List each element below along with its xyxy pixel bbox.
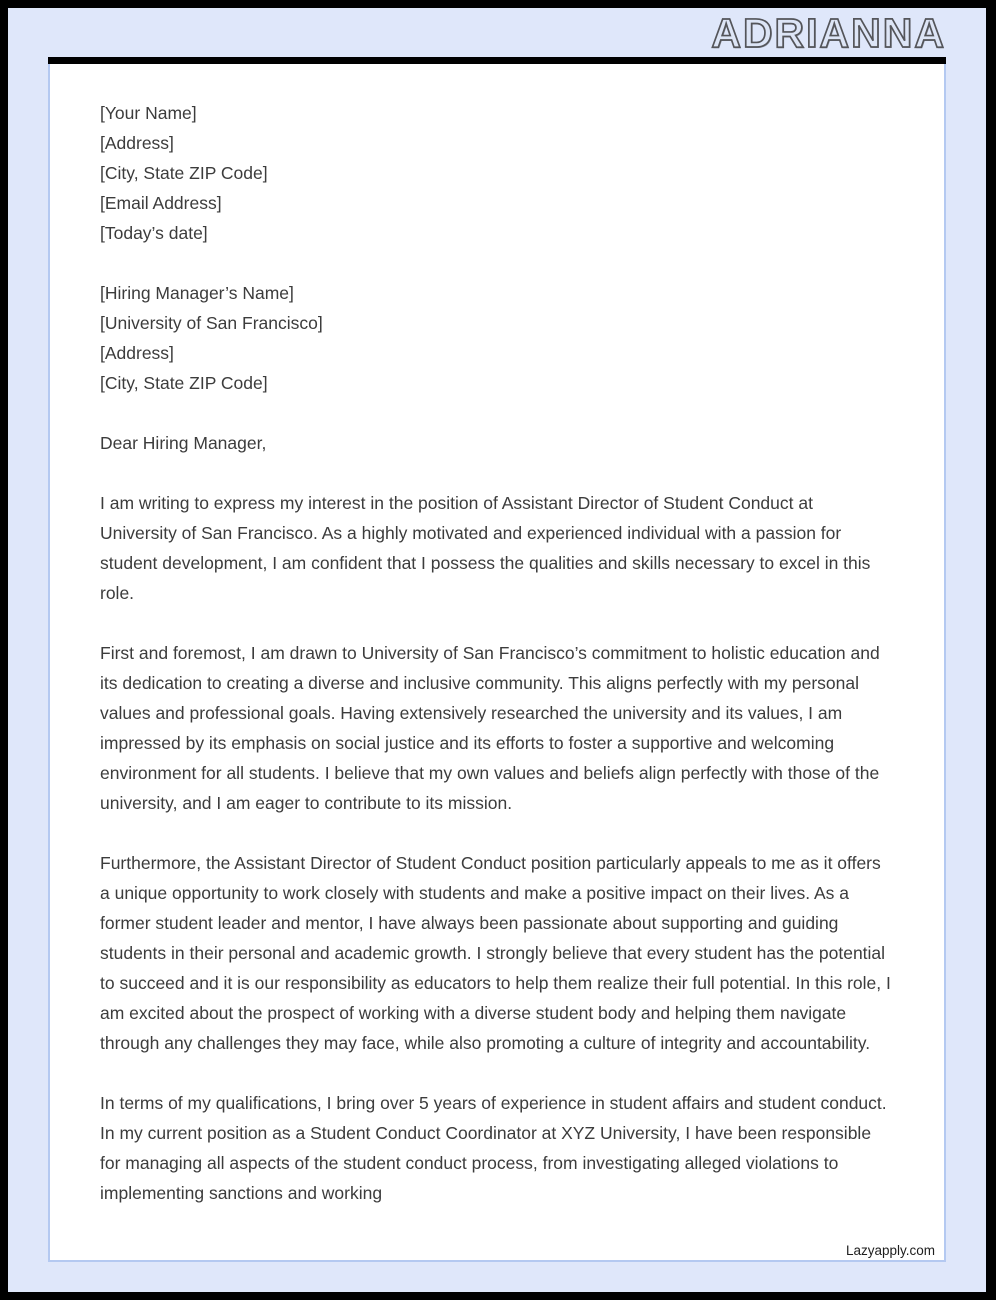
letter-date: [Today’s date] [100,223,208,243]
letter-paragraph-4: In terms of my qualifications, I bring over 5 years of experience in student affairs and student conduct. In my current position as a Student Conduct Coordinator at XYZ University, I have been responsible for managing all aspects of the student conduct process, from investigating alleged violations to implementing sanctions and working [100,1093,887,1203]
brand-logo: ADRIANNA [711,10,946,56]
watermark-text: Lazyapply.com [845,1243,935,1258]
page-top-bar [48,57,946,64]
recipient-organization: [University of San Francisco] [100,313,323,333]
recipient-city-state-zip: [City, State ZIP Code] [100,373,268,393]
outer-frame-bottom [0,1292,996,1300]
sender-city-state-zip: [City, State ZIP Code] [100,163,268,183]
sender-name: [Your Name] [100,103,197,123]
outer-frame-left [0,0,8,1300]
recipient-name: [Hiring Manager’s Name] [100,283,294,303]
sender-email: [Email Address] [100,193,222,213]
recipient-address: [Address] [100,343,174,363]
outer-frame-top [0,0,996,8]
recipient-address-block [100,278,892,398]
salutation: Dear Hiring Manager, [100,433,267,453]
outer-frame-right [986,0,996,1300]
letter-paragraph-2: First and foremost, I am drawn to University of San Francisco’s commitment to holistic education and its dedication to creating a diverse and inclusive community. This aligns perfectly with my personal values and professional goals. Having extensively researched the university and its values, I am impressed by its emphasis on social justice and its efforts to foster a supportive and welcoming environment for all students. I believe that my own values and beliefs align perfectly with those of the university, and I am eager to contribute to its mission. [100,643,880,813]
letter-paragraph-3: Furthermore, the Assistant Director of Student Conduct position particularly appeals to me as it offers a unique opportunity to work closely with students and make a positive impact on their lives. As a former student leader and mentor, I have always been passionate about supporting and guiding students in their personal and academic growth. I strongly believe that every student has the potential to succeed and it is our responsibility as educators to help them realize their full potential. In this role, I am excited about the prospect of working with a diverse student body and helping them navigate through any challenges they may face, while also promoting a culture of integrity and accountability. [100,853,891,1053]
letter-content [100,98,892,1208]
sender-address-block [100,98,892,248]
sender-address: [Address] [100,133,174,153]
letter-paragraph-1: I am writing to express my interest in the position of Assistant Director of Student Conduct at University of San Francisco. As a highly motivated and experienced individual with a passion for student development, I am confident that I possess the qualities and skills necessary to excel in this role. [100,493,871,603]
